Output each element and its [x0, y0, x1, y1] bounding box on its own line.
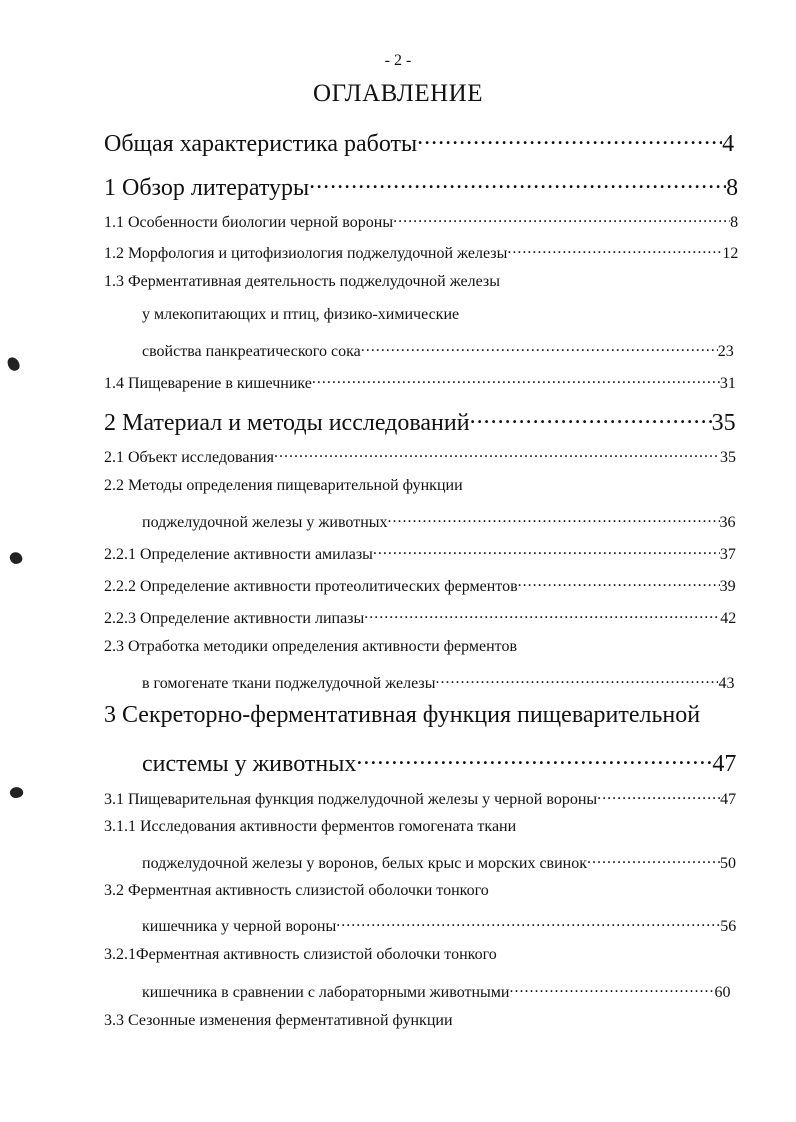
toc-leader: [356, 744, 712, 771]
toc-entry: [104, 786, 736, 809]
toc-entry-text: 2.2.2 Определение активности протеолитических ферментов: [104, 578, 518, 595]
toc-entry: [104, 403, 736, 437]
toc-page-number: 37: [719, 546, 736, 563]
toc-entry-text: 2.3 Отработка методики определения активности ферментов: [104, 638, 517, 655]
toc-entry: [142, 509, 736, 532]
toc-page-number: 35: [711, 410, 736, 436]
scan-mark: [8, 550, 23, 565]
toc-entry: [104, 573, 736, 596]
toc-page-number: 4: [722, 131, 735, 157]
toc-entry-text: 1.4 Пищеварение в кишечнике: [104, 375, 312, 392]
toc-entry: [142, 338, 734, 361]
toc-entry: [104, 605, 736, 628]
toc-entry: [142, 744, 736, 778]
toc-entry-text: 3.3 Сезонные изменения ферментативной функции: [104, 1012, 453, 1029]
toc-entry-text: свойства панкреатического сока: [142, 343, 361, 360]
toc-page-number: 8: [726, 175, 739, 201]
toc-entry: [104, 477, 463, 495]
toc-leader: [336, 913, 720, 931]
toc-entry-text: 2.2.3 Определение активности липазы: [104, 610, 365, 627]
toc-entry: [104, 541, 736, 564]
toc-entry-text: 3.2.1Ферментная активность слизистой оболочки тонкого: [104, 946, 497, 963]
toc-entry-text: Общая характеристика работы: [104, 131, 418, 157]
toc-page-number: 36: [719, 514, 736, 531]
toc-page-number: 39: [719, 578, 736, 595]
toc-leader: [518, 573, 720, 591]
toc-entry: [104, 240, 738, 263]
toc-page-number: 60: [714, 984, 731, 1001]
toc-page-number: 23: [717, 343, 734, 360]
toc-entry: [104, 1012, 453, 1030]
toc-leader: [361, 338, 718, 356]
toc-entry: [104, 168, 738, 202]
toc-leader: [509, 979, 714, 997]
toc-entry: [142, 913, 736, 936]
toc-page-number: 35: [719, 449, 736, 466]
toc-entry-text: у млекопитающих и птиц, физико-химические: [142, 306, 460, 323]
toc-entry: [104, 273, 500, 291]
toc-leader: [417, 124, 722, 151]
page-title: ОГЛАВЛЕНИЕ: [313, 80, 483, 107]
toc-leader: [507, 240, 722, 258]
toc-leader: [470, 403, 712, 430]
toc-entry: [104, 946, 497, 964]
toc-entry: [104, 702, 700, 729]
toc-entry-text: 1 Обзор литературы: [104, 175, 310, 201]
toc-entry-text: 1.3 Ферментативная деятельность поджелудочной железы: [104, 273, 500, 290]
scan-mark: [6, 356, 21, 373]
toc-entry-text: 3 Секреторно-ферментативная функция пищеварительной: [104, 702, 701, 728]
toc-entry: [104, 638, 517, 656]
toc-entry-text: 2 Материал и методы исследований: [104, 410, 470, 436]
toc-leader: [312, 370, 720, 388]
toc-entry: [142, 850, 736, 873]
toc-page-number: 42: [720, 610, 737, 627]
toc-entry: [142, 306, 459, 324]
toc-leader: [364, 605, 720, 623]
toc-entry: [104, 818, 516, 836]
toc-leader: [435, 670, 718, 688]
toc-entry: [104, 882, 489, 900]
toc-entry-text: 2.2.1 Определение активности амилазы: [104, 546, 373, 563]
toc-page-number: 50: [720, 855, 736, 872]
toc-entry: [142, 670, 734, 693]
toc-leader: [393, 209, 730, 227]
toc-leader: [587, 850, 720, 868]
toc-entry-text: поджелудочной железы у воронов, белых крыс и морских свинок: [142, 855, 587, 872]
toc-page-number: 47: [712, 751, 737, 777]
toc-entry: [142, 979, 730, 1002]
toc-leader: [309, 168, 726, 195]
page-number: - 2 -: [384, 52, 412, 69]
toc-page-number: 43: [718, 675, 735, 692]
toc-entry-text: системы у животных: [142, 751, 357, 777]
scan-mark: [9, 785, 25, 800]
toc-entry-text: 3.2 Ферментная активность слизистой оболочки тонкого: [104, 882, 489, 899]
toc-entry: [104, 209, 738, 232]
toc-entry-text: 2.2 Методы определения пищеварительной функции: [104, 477, 463, 494]
toc-entry-text: кишечника в сравнении с лабораторными животными: [142, 984, 510, 1001]
toc-leader: [274, 444, 720, 462]
toc-page-number: 12: [722, 245, 739, 262]
toc-entry-text: 3.1.1 Исследования активности ферментов гомогената ткани: [104, 818, 517, 835]
toc-entry-text: в гомогенате ткани поджелудочной железы: [142, 675, 436, 692]
toc-leader: [388, 509, 720, 527]
toc-entry: [104, 444, 736, 467]
toc-entry-text: 1.2 Морфология и цитофизиология поджелудочной железы: [104, 245, 508, 262]
toc-page-number: 47: [720, 791, 737, 808]
toc-entry-text: 2.1 Объект исследования: [104, 449, 274, 466]
toc-entry-text: кишечника у черной вороны: [142, 918, 337, 935]
toc-leader: [597, 786, 720, 804]
toc-entry-text: поджелудочной железы у животных: [142, 514, 388, 531]
toc-page-number: 8: [730, 214, 739, 231]
toc-page-number: 56: [720, 918, 737, 935]
toc-entry: [104, 124, 734, 158]
toc-entry: [104, 370, 736, 393]
toc-entry-text: 1.1 Особенности биологии черной вороны: [104, 214, 394, 231]
toc-page-number: 31: [719, 375, 736, 392]
toc-leader: [373, 541, 720, 559]
toc-entry-text: 3.1 Пищеварительная функция поджелудочной железы у черной вороны: [104, 791, 598, 808]
